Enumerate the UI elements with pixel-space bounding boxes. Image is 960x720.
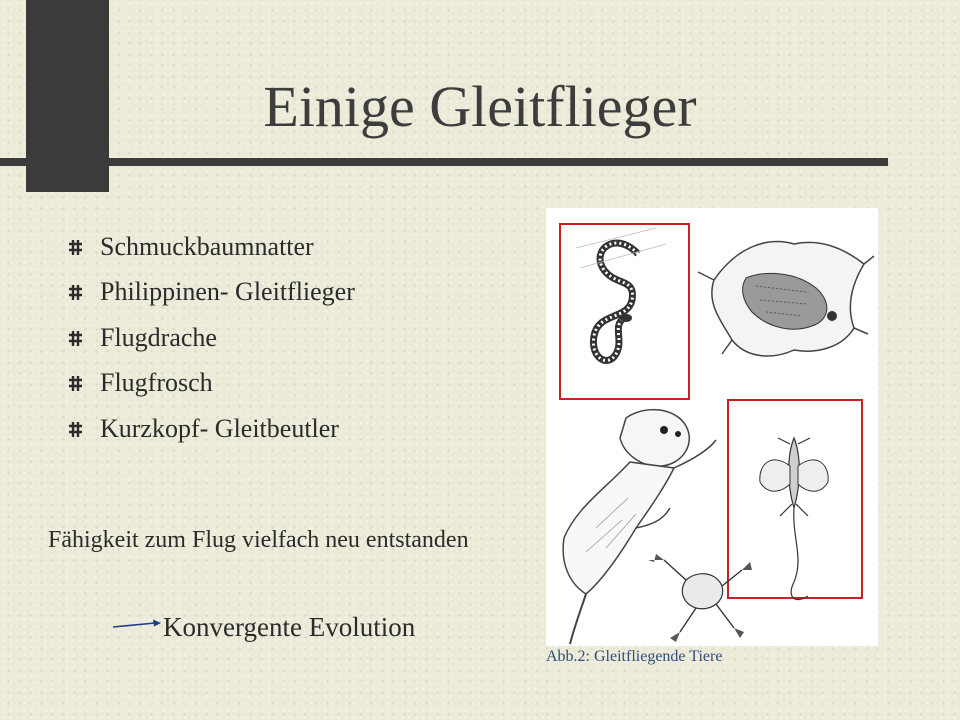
list-item: [66, 406, 355, 452]
bullet-text: Flugfrosch: [100, 368, 213, 398]
title-underline-bar: [0, 158, 888, 166]
colugo-drawing: [698, 242, 874, 356]
gliding-animals-figure: [546, 208, 878, 646]
bullet-text: Flugdrache: [100, 322, 217, 352]
figure-caption: Abb.2: Gleitfliegende Tiere: [546, 648, 723, 665]
list-item: [66, 270, 355, 316]
right-arrow-icon: [112, 618, 162, 632]
list-item: [66, 361, 355, 407]
list-item: [66, 315, 355, 361]
bullet-text: Schmuckbaumnatter: [100, 231, 314, 261]
evolution-note: Fähigkeit zum Flug vielfach neu entstanden: [48, 527, 469, 553]
conclusion-text: Konvergente Evolution: [163, 612, 416, 642]
hash-bullet-icon: [66, 282, 100, 302]
snake-drawing: [560, 224, 689, 399]
slide-title: Einige Gleitflieger: [263, 74, 697, 139]
list-item: [66, 224, 355, 270]
hash-bullet-icon: [66, 373, 100, 393]
sugar-glider-drawing: [563, 410, 716, 644]
hash-bullet-icon: [66, 237, 100, 257]
bullet-list: [66, 224, 355, 452]
bullet-text: Kurzkopf- Gleitbeutler: [100, 413, 339, 443]
bullet-text: Philippinen- Gleitflieger: [100, 277, 355, 307]
hash-bullet-icon: [66, 419, 100, 439]
hash-bullet-icon: [66, 328, 100, 348]
